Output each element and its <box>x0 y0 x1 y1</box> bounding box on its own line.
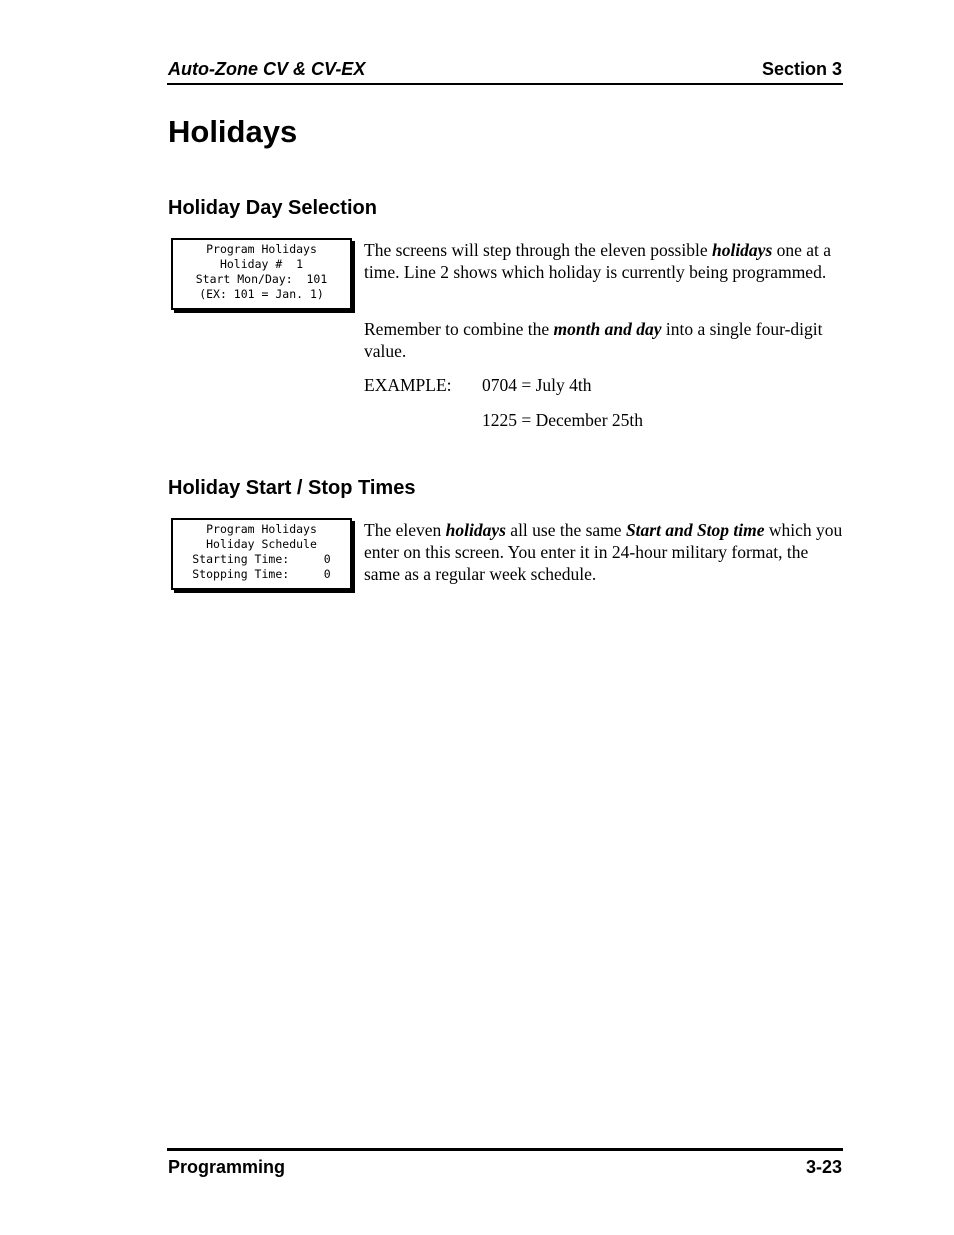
example-line-1 <box>364 374 592 396</box>
emphasis-text: holidays <box>445 520 506 540</box>
text-run: which you enter on this screen. You enter it in 24-hour military format, the same as a regular week schedule. <box>364 520 843 584</box>
lcd-line: Start Mon/Day: 101 <box>195 272 328 286</box>
lcd-line: Starting Time: 0 <box>192 552 331 566</box>
text-run: The screens will step through the eleven possible <box>364 240 712 260</box>
example-value: 1225 = December 25th <box>482 410 644 430</box>
lcd-line: (EX: 101 = Jan. 1) <box>199 287 324 301</box>
text-run: The eleven <box>364 520 446 540</box>
text-run: into a single four-digit value. <box>364 319 823 361</box>
page-footer <box>167 1148 843 1181</box>
paragraph-start-stop <box>364 519 844 585</box>
emphasis-text: holidays <box>711 240 773 260</box>
section-heading-start-stop: Holiday Start / Stop Times <box>168 477 416 499</box>
lcd-display-day-selection <box>171 238 352 310</box>
text-run: Remember to combine the <box>364 319 554 339</box>
lcd-line: Program Holidays <box>206 522 317 536</box>
header-section: Section 3 <box>761 59 842 79</box>
page-number: 3-23 <box>805 1157 842 1177</box>
emphasis-text: Start and Stop time <box>625 520 765 540</box>
example-line-2 <box>364 409 643 431</box>
text-run: all use the same <box>505 520 626 540</box>
paragraph-holiday-steps <box>364 239 844 283</box>
footer-chapter: Programming <box>168 1157 286 1177</box>
section-heading-day-selection: Holiday Day Selection <box>168 197 377 219</box>
lcd-display-start-stop <box>171 518 352 590</box>
lcd-line: Stopping Time: 0 <box>192 567 331 581</box>
lcd-line: Program Holidays <box>206 242 317 256</box>
page-title: Holidays <box>168 114 298 149</box>
lcd-line: Holiday Schedule <box>206 537 317 551</box>
lcd-line: Holiday # 1 <box>219 257 304 271</box>
header-title: Auto-Zone CV & CV-EX <box>168 59 366 79</box>
text-run: one at a time. Line 2 shows which holiday is currently being programmed. <box>364 240 832 282</box>
example-label: EXAMPLE: <box>364 375 452 395</box>
paragraph-month-day <box>364 318 844 362</box>
emphasis-text: month and day <box>553 319 662 339</box>
example-value: 0704 = July 4th <box>482 375 592 395</box>
page-header <box>167 57 843 85</box>
